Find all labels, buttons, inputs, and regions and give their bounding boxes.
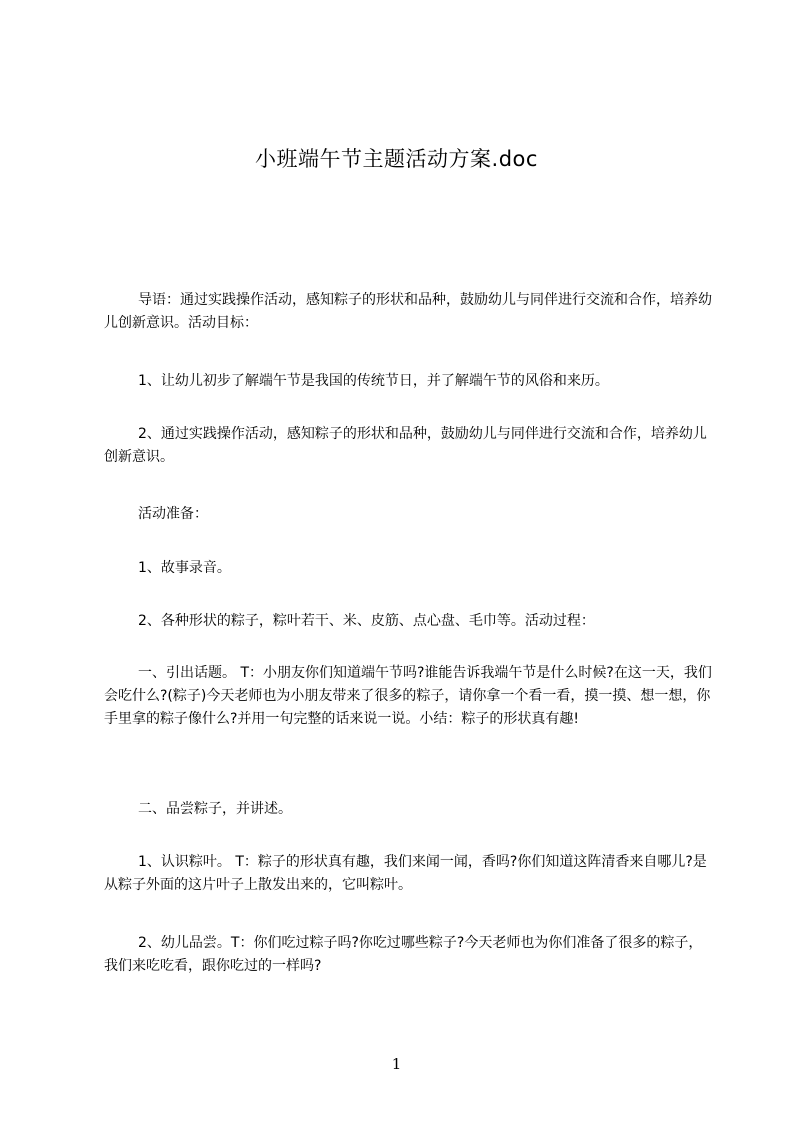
paragraph-step-2-1: 1、认识粽叶。 T：粽子的形状真有趣，我们来闻一闻，香吗?你们知道这阵清香来自哪儿?是从粽子外面的这片叶子上散发出来的，它叫粽叶。 <box>104 854 707 893</box>
paragraph-intro: 导语：通过实践操作活动，感知粽子的形状和品种，鼓励幼儿与同伴进行交流和合作，培养幼儿创新意识。活动目标： <box>104 292 712 331</box>
paragraph-prep-2: 2、各种形状的粽子，粽叶若干、米、皮筋、点心盘、毛巾等。活动过程： <box>138 613 595 629</box>
paragraph-step-2-heading: 二、品尝粽子，并讲述。 <box>138 801 292 817</box>
document-title: 小班端午节主题活动方案.doc <box>255 147 538 171</box>
paragraph-preparation-heading: 活动准备： <box>138 506 208 522</box>
paragraph-goal-1: 1、让幼儿初步了解端午节是我国的传统节日，并了解端午节的风俗和来历。 <box>138 373 609 389</box>
paragraph-step-1: 一、引出话题。 T：小朋友你们知道端午节吗?谁能告诉我端午节是什么时候?在这一天，我们会吃什么?(粽子)今天老师也为小朋友带来了很多的粽子，请你拿一个看一看，摸一摸、想一想，你手里拿的粽子像什么?并用一句完整的话来说一说。小结：粽子的形状真有趣! <box>104 665 712 727</box>
paragraph-goal-2: 2、通过实践操作活动，感知粽子的形状和品种，鼓励幼儿与同伴进行交流和合作，培养幼儿创新意识。 <box>104 426 707 465</box>
paragraph-step-2-2: 2、幼儿品尝。T：你们吃过粽子吗?你吃过哪些粽子?今天老师也为你们准备了很多的粽子，我们来吃吃看，跟你吃过的一样吗? <box>104 935 703 974</box>
paragraph-prep-1: 1、故事录音。 <box>138 560 231 576</box>
page-number: 1 <box>391 1055 402 1073</box>
